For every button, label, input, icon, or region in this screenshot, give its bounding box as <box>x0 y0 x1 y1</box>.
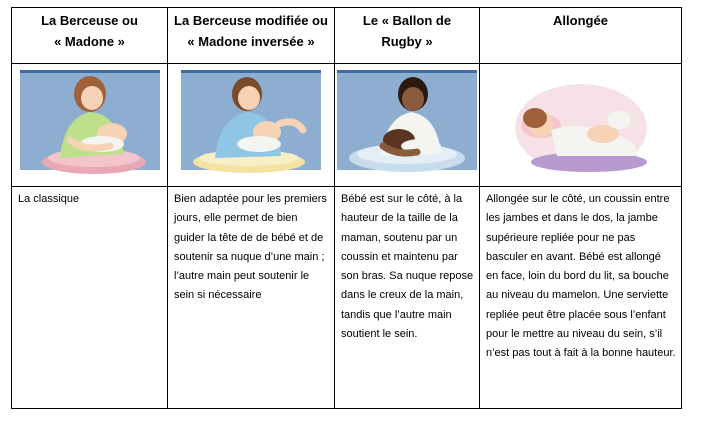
column-header-cradle <box>12 8 168 64</box>
column-header-cross-cradle <box>168 8 335 64</box>
description-cell-cradle <box>12 187 168 409</box>
description-text: Allongée sur le côté, un coussin entre les jambes et dans le dos, la jambe supérieure repliée pour ne pas basculer en avant. Bébé est allongé en face, loin du bord du lit, sa bouche au niveau du mamelon. Une serviette repliée peut être placée sous l’enfant pour le mettre au niveau du sein, s’il n’est pas tout à fait à la bonne hauteur. <box>486 193 676 360</box>
side-lying-illustration <box>511 66 651 178</box>
description-text: Bien adaptée pour les premiers jours, elle permet de bien guider la tête de de bébé et de soutenir sa nuque d’une main ; l’autre main peut soutenir le sein si nécessaire <box>174 193 327 302</box>
illustration-cell <box>12 64 168 187</box>
illustration-row <box>12 64 682 187</box>
illustration-cell <box>480 64 682 187</box>
header-row <box>12 8 682 64</box>
description-text: La classique <box>18 193 80 205</box>
football-hold-illustration <box>337 66 477 178</box>
header-line-1: La Berceuse modifiée ou <box>174 13 328 28</box>
description-cell-side-lying <box>480 187 682 409</box>
breastfeeding-positions-table <box>11 7 682 409</box>
header-line-2: Rugby » <box>381 34 433 49</box>
header-line-1: Le « Ballon de <box>362 13 452 28</box>
header-line-1: Allongée <box>553 13 608 28</box>
header-line-2: « Madone inversée » <box>187 34 315 49</box>
description-row <box>12 187 682 409</box>
description-cell-football <box>335 187 480 409</box>
column-header-football <box>335 8 480 64</box>
cross-cradle-hold-illustration <box>181 66 321 178</box>
cradle-hold-illustration <box>20 66 160 178</box>
header-line-1: La Berceuse ou <box>41 13 138 28</box>
description-text: Bébé est sur le côté, à la hauteur de la taille de la maman, soutenu par un coussin et maintenu par son bras. Sa nuque repose dans le creux de la main, tandis que l’autre main soutient le sein. <box>341 193 474 341</box>
column-header-side-lying <box>480 8 682 64</box>
illustration-cell <box>335 64 480 187</box>
description-cell-cross-cradle <box>168 187 335 409</box>
illustration-cell <box>168 64 335 187</box>
header-line-2: « Madone » <box>54 34 125 49</box>
